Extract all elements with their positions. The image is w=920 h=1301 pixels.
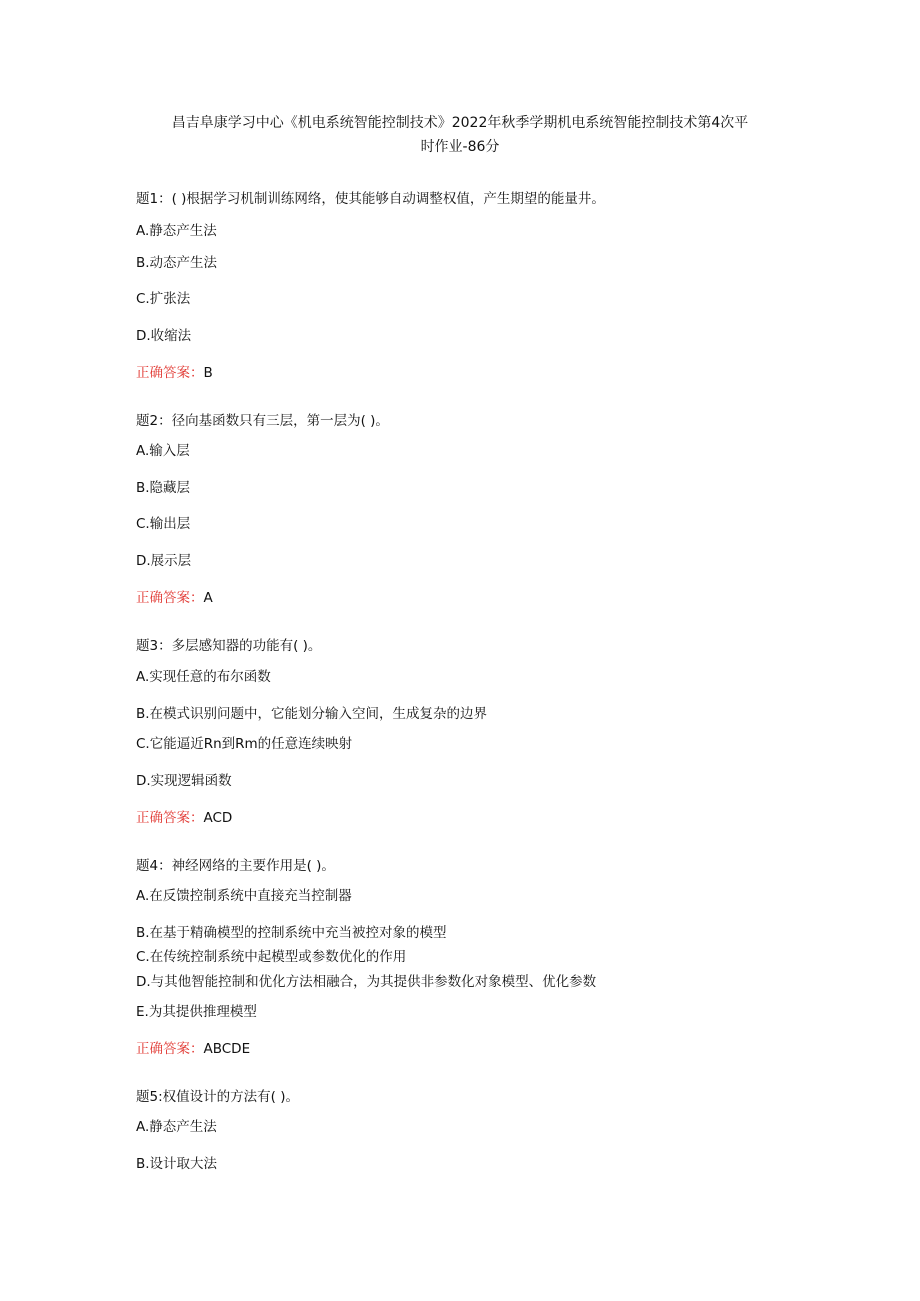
question-4-option-a: A.在反馈控制系统中直接充当控制器 (136, 888, 352, 904)
answer-label: 正确答案： (136, 1041, 204, 1057)
question-3-stem: 题3：多层感知器的功能有( )。 (136, 638, 322, 654)
question-5-option-a: A.静态产生法 (136, 1119, 217, 1135)
question-2-option-d: D.展示层 (136, 553, 192, 569)
question-4-option-d: D.与其他智能控制和优化方法相融合，为其提供非参数化对象模型、优化参数 (136, 974, 597, 990)
question-4-answer-value: ABCDE (203, 1041, 251, 1057)
question-2-option-b: B.隐藏层 (136, 480, 191, 496)
question-3-answer-value: ACD (203, 810, 233, 826)
question-1-option-a: A.静态产生法 (136, 223, 217, 239)
question-1-stem: 题1：( )根据学习机制训练网络，使其能够自动调整权值，产生期望的能量井。 (136, 191, 605, 207)
question-3-answer (136, 809, 232, 827)
question-4-option-c: C.在传统控制系统中起模型或参数优化的作用 (136, 949, 407, 965)
question-1-option-d: D.收缩法 (136, 328, 192, 344)
question-4-answer (136, 1040, 250, 1058)
question-5-stem: 题5:权值设计的方法有( )。 (136, 1089, 299, 1105)
question-1-option-c: C.扩张法 (136, 291, 191, 307)
question-4-stem: 题4：神经网络的主要作用是( )。 (136, 858, 335, 874)
question-4-option-e: E.为其提供推理模型 (136, 1004, 257, 1020)
answer-label: 正确答案： (136, 590, 204, 606)
answer-label: 正确答案： (136, 365, 204, 381)
question-1-option-b: B.动态产生法 (136, 255, 218, 271)
question-5-option-b: B.设计取大法 (136, 1156, 218, 1172)
question-3-option-a: A.实现任意的布尔函数 (136, 669, 271, 685)
question-2-option-c: C.输出层 (136, 516, 191, 532)
question-3-option-c: C.它能逼近Rn到Rm的任意连续映射 (136, 736, 353, 752)
title-line-1: 昌吉阜康学习中心《机电系统智能控制技术》2022年秋季学期机电系统智能控制技术第4次平 (171, 115, 749, 131)
answer-label: 正确答案： (136, 810, 204, 826)
question-1-answer (136, 364, 213, 382)
question-2-answer-value: A (203, 590, 213, 606)
title-line-2: 时作业-86分 (420, 139, 500, 155)
question-4-option-b: B.在基于精确模型的控制系统中充当被控对象的模型 (136, 925, 447, 941)
question-2-answer (136, 589, 213, 607)
question-2-option-a: A.输入层 (136, 443, 190, 459)
question-1-answer-value: B (203, 365, 213, 381)
question-2-stem: 题2：径向基函数只有三层，第一层为( )。 (136, 413, 389, 429)
question-3-option-b: B.在模式识别问题中，它能划分输入空间，生成复杂的边界 (136, 706, 488, 722)
question-3-option-d: D.实现逻辑函数 (136, 773, 232, 789)
